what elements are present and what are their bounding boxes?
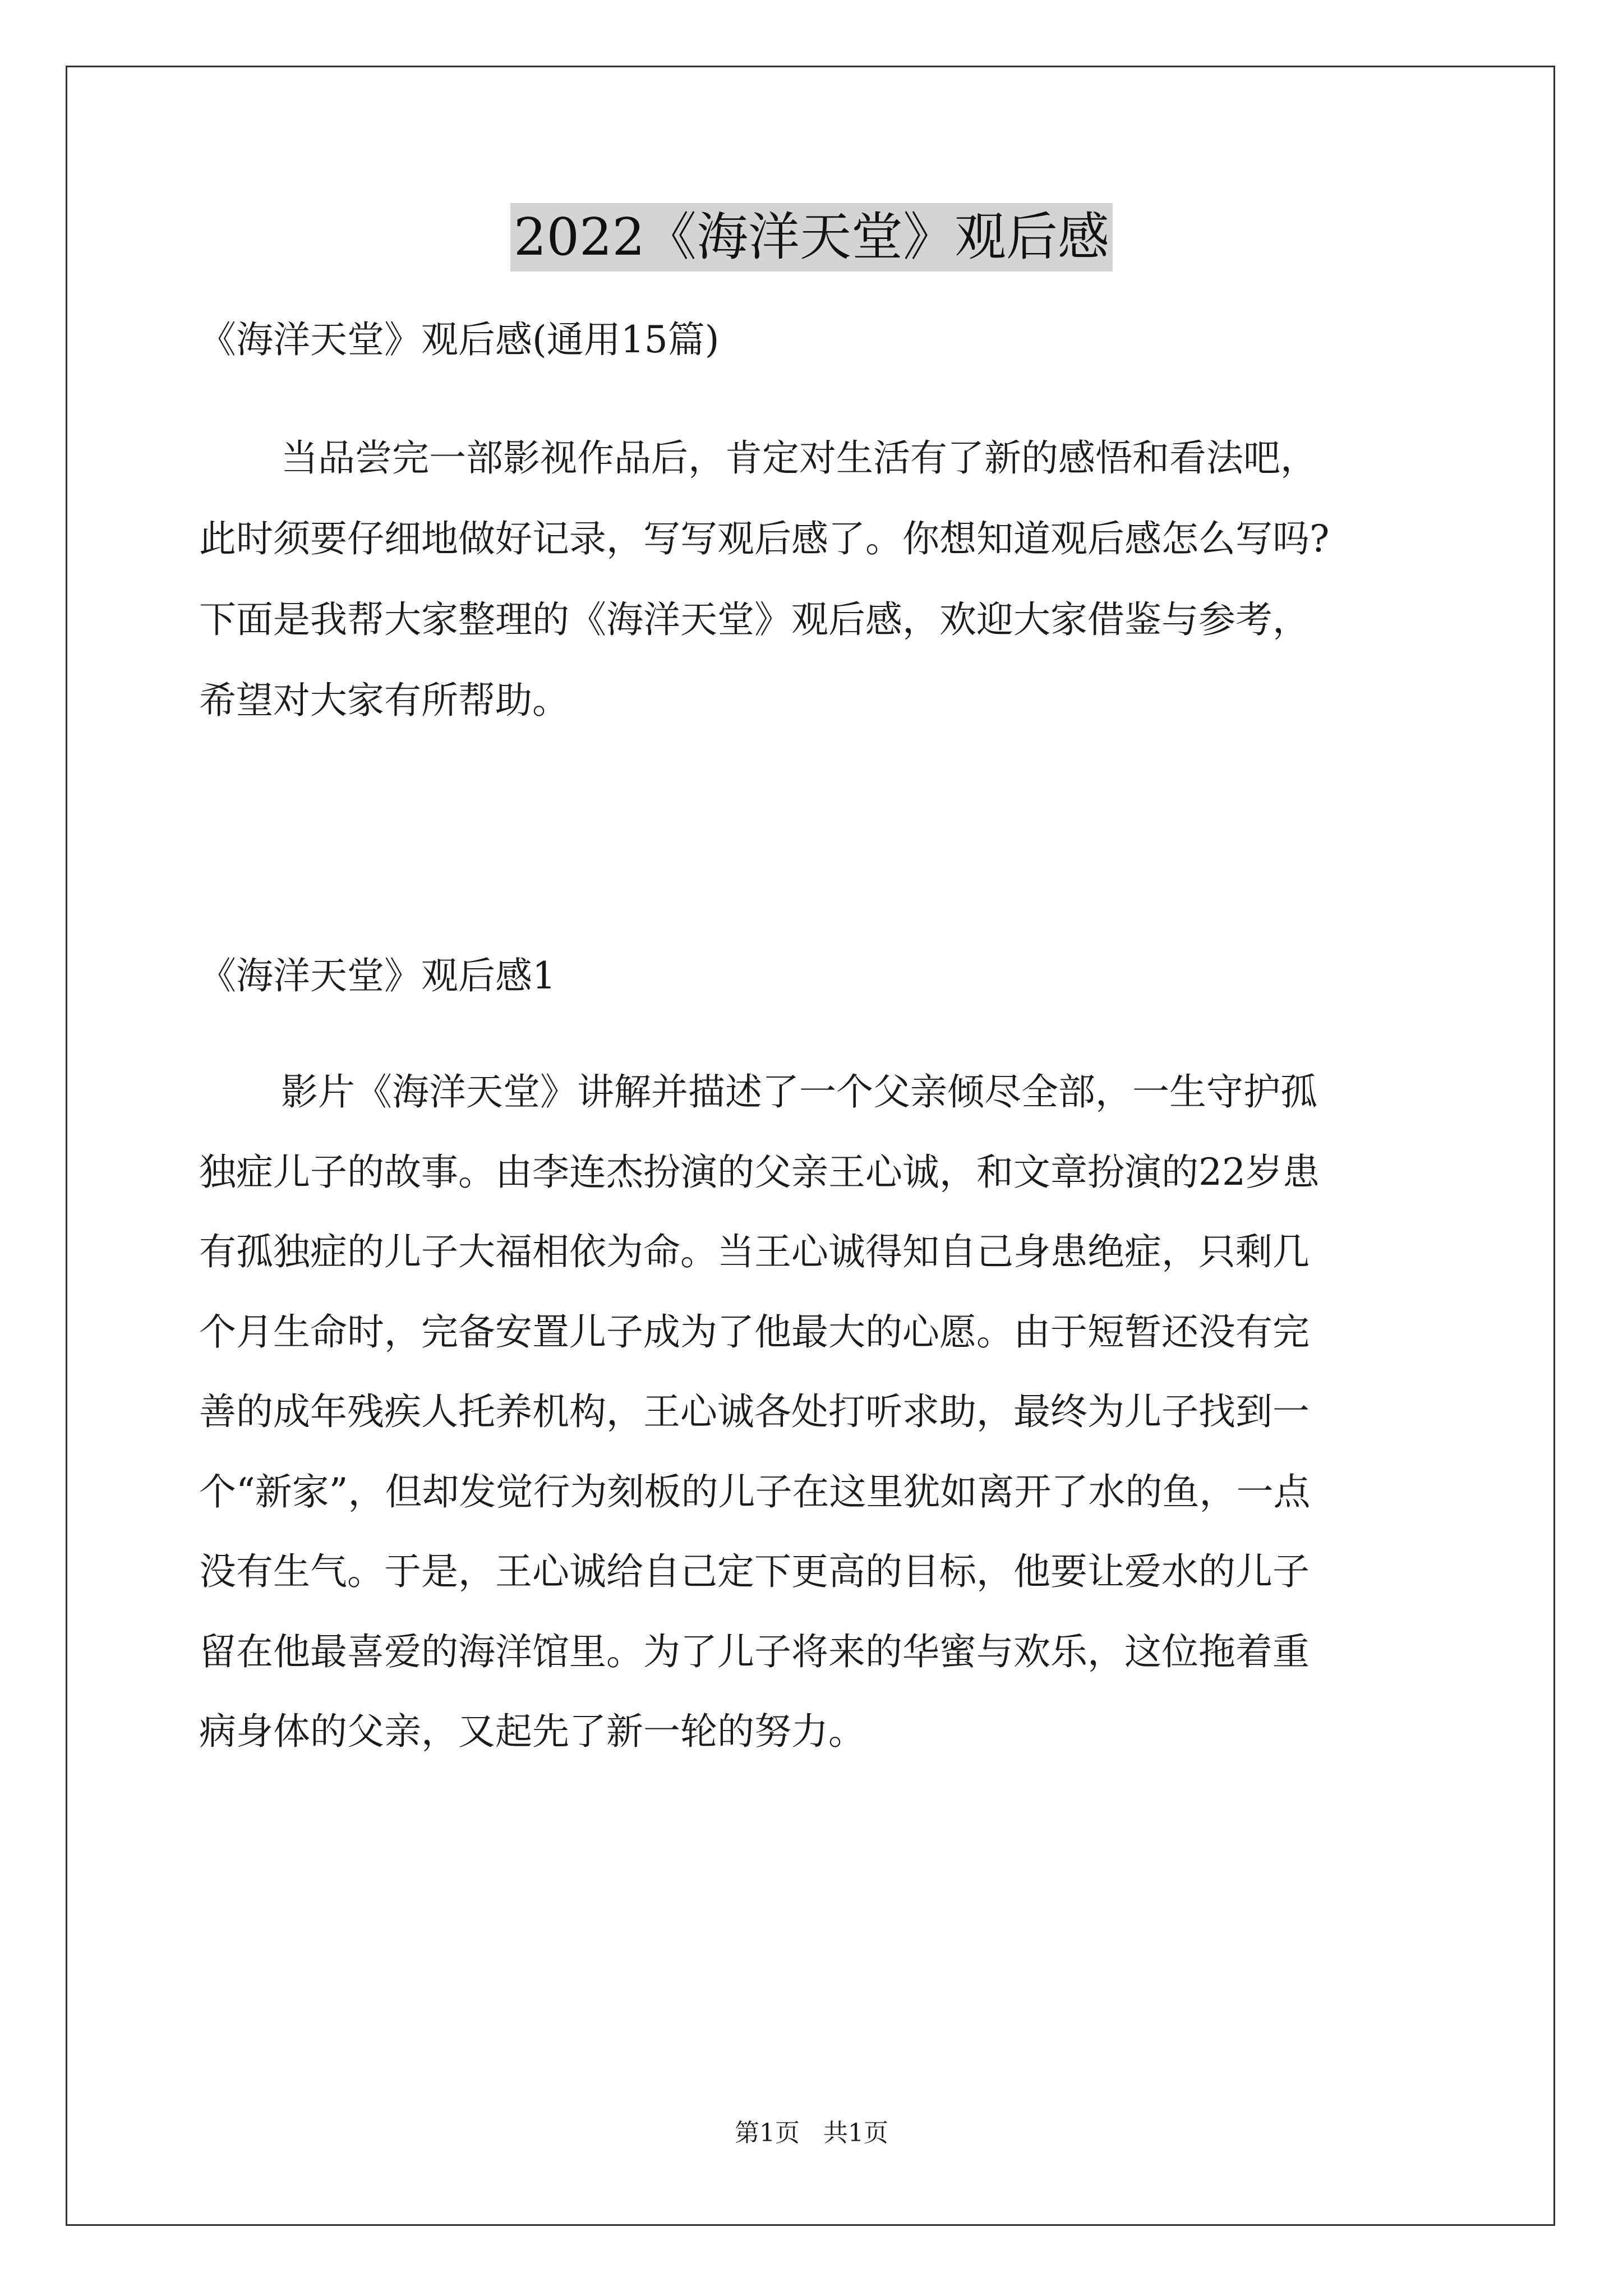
- body-line: 影片《海洋天堂》讲解并描述了一个父亲倾尽全部，一生守护孤: [281, 1070, 1317, 1114]
- document-subtitle: 《海洋天堂》观后感(通用15篇): [199, 318, 720, 361]
- body-line: 个“新家”，但却发觉行为刻板的儿子在这里犹如离开了水的鱼，一点: [199, 1470, 1311, 1513]
- intro-line: 下面是我帮大家整理的《海洋天堂》观后感，欢迎大家借鉴与参考，: [199, 598, 1310, 641]
- page-footer: [0, 2116, 1623, 2150]
- section-heading: 《海洋天堂》观后感1: [199, 954, 556, 997]
- page-number-current: 第1页: [735, 2119, 800, 2147]
- body-line: 留在他最喜爱的海洋馆里。为了儿子将来的华蜜与欢乐，这位拖着重: [199, 1630, 1310, 1673]
- title-container: [0, 203, 1623, 272]
- body-line: 独症儿子的故事。由李连杰扮演的父亲王心诚，和文章扮演的22岁患: [199, 1150, 1320, 1194]
- body-line: 善的成年残疾人托养机构，王心诚各处打听求助，最终为儿子找到一: [199, 1390, 1310, 1433]
- body-line: 没有生气。于是，王心诚给自己定下更高的目标，他要让爱水的儿子: [199, 1550, 1310, 1593]
- intro-line: 当品尝完一部影视作品后，肯定对生活有了新的感悟和看法吧，: [281, 436, 1317, 480]
- intro-line: 此时须要仔细地做好记录，写写观后感了。你想知道观后感怎么写吗?: [199, 517, 1330, 560]
- intro-paragraph: [199, 418, 1433, 741]
- intro-line: 希望对大家有所帮助。: [199, 679, 569, 722]
- body-line: 病身体的父亲，又起先了新一轮的努力。: [199, 1710, 865, 1753]
- body-line: 有孤独症的儿子大福相依为命。当王心诚得知自己身患绝症，只剩几: [199, 1230, 1310, 1273]
- document-title: 2022《海洋天堂》观后感: [510, 203, 1113, 272]
- page-number-total: 共1页: [823, 2119, 888, 2147]
- body-paragraph: [199, 1052, 1433, 1772]
- body-line: 个月生命时，完备安置儿子成为了他最大的心愿。由于短暂还没有完: [199, 1310, 1310, 1354]
